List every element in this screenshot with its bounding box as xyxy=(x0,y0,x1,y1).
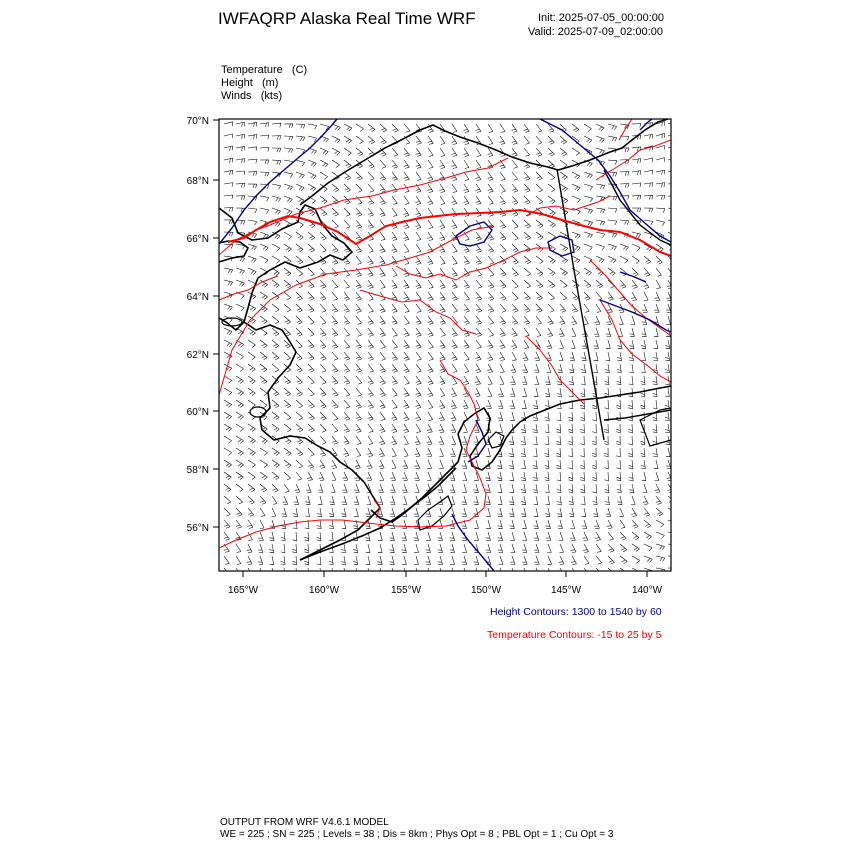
height-contours-legend: Height Contours: 1300 to 1540 by 60 xyxy=(490,606,662,618)
field-temperature: Temperature (C) xyxy=(221,64,308,76)
lat-label-66: 66°N xyxy=(186,234,209,245)
lon-label-150: 150°W xyxy=(470,585,502,596)
lat-label-64: 64°N xyxy=(186,292,209,303)
lat-label-60: 60°N xyxy=(186,407,209,418)
lat-label-58: 58°N xyxy=(186,465,209,476)
lon-label-145: 145°W xyxy=(550,585,582,596)
lat-label-68: 68°N xyxy=(186,176,209,187)
lon-label-155: 155°W xyxy=(390,585,422,596)
model-config-line: WE = 225 ; SN = 225 ; Levels = 38 ; Dis = 8km ; Phys Opt = 8 ; PBL Opt = 1 ; Cu Opt = 3 xyxy=(220,829,614,840)
lat-label-56: 56°N xyxy=(186,523,209,534)
lon-label-160: 160°W xyxy=(308,585,340,596)
longitude-axis xyxy=(228,571,663,596)
lon-label-140: 140°W xyxy=(631,585,663,596)
latitude-axis xyxy=(187,116,219,534)
init-time: Init: 2025-07-05_00:00:00 xyxy=(538,12,664,24)
valid-time: Valid: 2025-07-09_02:00:00 xyxy=(528,26,663,38)
field-height: Height (m) xyxy=(221,77,279,89)
temperature-contours-legend: Temperature Contours: -15 to 25 by 5 xyxy=(487,629,662,641)
lat-label-62: 62°N xyxy=(186,350,209,361)
map-frame-background xyxy=(219,119,671,571)
lon-label-165: 165°W xyxy=(227,585,259,596)
chart-title: IWFAQRP Alaska Real Time WRF xyxy=(218,9,476,28)
field-winds: Winds (kts) xyxy=(221,90,283,102)
model-info-line: OUTPUT FROM WRF V4.6.1 MODEL xyxy=(220,817,389,828)
lat-label-70: 70°N xyxy=(186,116,209,127)
